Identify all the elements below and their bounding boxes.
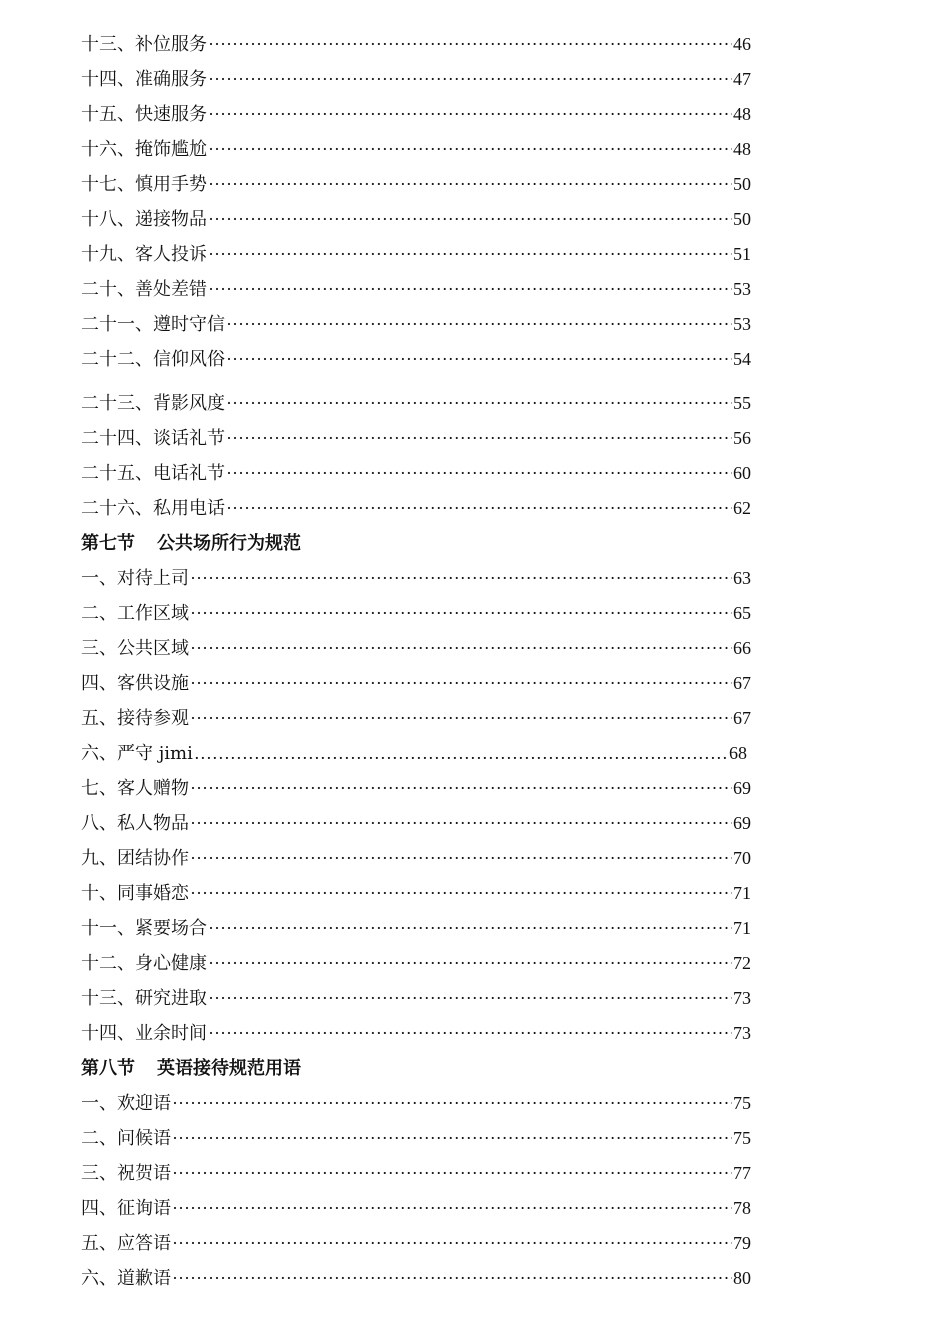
- toc-entry-title: 一、对待上司: [81, 568, 189, 589]
- toc-entry-title: 一、欢迎语: [81, 1093, 171, 1114]
- toc-entry[interactable]: [81, 386, 751, 421]
- toc-entry-title: 十三、补位服务: [81, 34, 207, 55]
- dot-leader: [190, 631, 732, 666]
- toc-group: [81, 27, 751, 377]
- section-heading-7[interactable]: [81, 526, 751, 561]
- toc-entry-title: 十四、业余时间: [81, 1023, 207, 1044]
- dot-leader: [172, 1261, 732, 1296]
- toc-entry-title: 二十六、私用电话: [81, 498, 225, 519]
- toc-entry[interactable]: [81, 596, 751, 631]
- dot-leader: [208, 946, 732, 981]
- toc-entry[interactable]: [81, 456, 751, 491]
- toc-entry-page: 54: [733, 349, 751, 369]
- toc-entry-title: 四、征询语: [81, 1198, 171, 1219]
- toc-entry-page: 53: [733, 279, 751, 299]
- section-heading-8[interactable]: [81, 1051, 751, 1086]
- toc-entry-title: 五、应答语: [81, 1233, 171, 1254]
- toc-entry-title: 二十一、遵时守信: [81, 314, 225, 335]
- section-title: 英语接待规范用语: [157, 1058, 301, 1079]
- toc-entry-title: 十一、紧要场合: [81, 918, 207, 939]
- toc-entry[interactable]: [81, 1121, 751, 1156]
- section-number: 第八节: [81, 1058, 135, 1079]
- toc-entry-page: 79: [733, 1233, 751, 1253]
- toc-entry-page: 55: [733, 393, 751, 413]
- dot-leader: [208, 237, 732, 272]
- toc-entry-page: 71: [733, 918, 751, 938]
- toc-entry-title: 三、公共区域: [81, 638, 189, 659]
- dot-leader: [172, 1086, 732, 1121]
- toc-entry-page: 72: [733, 953, 751, 973]
- toc-entry-title: 三、祝贺语: [81, 1163, 171, 1184]
- toc-entry-title: 二十四、谈话礼节: [81, 428, 225, 449]
- section-title: 公共场所行为规范: [157, 533, 301, 554]
- toc-entry-title: 九、团结协作: [81, 848, 189, 869]
- dot-leader: [172, 1191, 732, 1226]
- toc-entry-title: 十七、慎用手势: [81, 174, 207, 195]
- dot-leader: [190, 701, 732, 736]
- dot-leader: [208, 62, 732, 97]
- dot-leader: [208, 272, 732, 307]
- dot-leader: [190, 596, 732, 631]
- toc-entry[interactable]: [81, 167, 751, 202]
- toc-entry-title: 五、接待参观: [81, 708, 189, 729]
- ellipsis-leader: [194, 736, 728, 771]
- toc-entry[interactable]: [81, 237, 751, 272]
- toc-entry[interactable]: [81, 421, 751, 456]
- toc-entry[interactable]: [81, 946, 751, 981]
- toc-entry-title: 十四、准确服务: [81, 69, 207, 90]
- toc-entry-page: 67: [733, 708, 751, 728]
- toc-entry-page: 48: [733, 104, 751, 124]
- toc-entry[interactable]: [81, 911, 751, 946]
- toc-entry-title: 十三、研究进取: [81, 988, 207, 1009]
- toc-entry-page: 75: [733, 1128, 751, 1148]
- toc-entry-title: 十八、递接物品: [81, 209, 207, 230]
- toc-entry-page: 71: [733, 883, 751, 903]
- toc-entry[interactable]: [81, 806, 751, 841]
- toc-entry-page: 69: [733, 813, 751, 833]
- toc-entry[interactable]: [81, 1016, 751, 1051]
- toc-entry-page: 56: [733, 428, 751, 448]
- toc-entry-page: 50: [733, 209, 751, 229]
- toc-entry[interactable]: [81, 1226, 751, 1261]
- toc-entry-title: 二十五、电话礼节: [81, 463, 225, 484]
- toc-entry-title: 十二、身心健康: [81, 953, 207, 974]
- dot-leader: [226, 307, 732, 342]
- toc-entry-page: 48: [733, 139, 751, 159]
- toc-entry-title: 二、问候语: [81, 1128, 171, 1149]
- table-of-contents: [81, 27, 751, 1296]
- dot-leader: [226, 491, 732, 526]
- toc-entry-page: 46: [733, 34, 751, 54]
- toc-entry[interactable]: [81, 631, 751, 666]
- toc-entry[interactable]: [81, 736, 751, 771]
- toc-entry-page: 65: [733, 603, 751, 623]
- toc-group: [81, 1086, 751, 1296]
- toc-entry[interactable]: [81, 202, 751, 237]
- toc-entry-page: 47: [733, 69, 751, 89]
- toc-entry-title: 二、工作区域: [81, 603, 189, 624]
- dot-leader: [190, 771, 732, 806]
- toc-entry[interactable]: [81, 771, 751, 806]
- toc-entry[interactable]: [81, 272, 751, 307]
- dot-leader: [208, 27, 732, 62]
- toc-entry[interactable]: [81, 342, 751, 377]
- toc-entry[interactable]: [81, 1191, 751, 1226]
- dot-leader: [190, 841, 732, 876]
- toc-entry-page: 80: [733, 1268, 751, 1288]
- toc-entry-page: 50: [733, 174, 751, 194]
- dot-leader: [172, 1156, 732, 1191]
- toc-entry-page: 69: [733, 778, 751, 798]
- toc-group: [81, 386, 751, 526]
- toc-entry[interactable]: [81, 666, 751, 701]
- toc-entry-title: 十六、掩饰尴尬: [81, 139, 207, 160]
- toc-entry-page: 66: [733, 638, 751, 658]
- toc-entry-title: 二十三、背影风度: [81, 393, 225, 414]
- toc-entry-title: 二十、善处差错: [81, 279, 207, 300]
- toc-entry[interactable]: [81, 561, 751, 596]
- toc-entry-title: 七、客人赠物: [81, 778, 189, 799]
- toc-entry-page: 53: [733, 314, 751, 334]
- dot-leader: [226, 421, 732, 456]
- dot-leader: [208, 1016, 732, 1051]
- toc-entry-page: 75: [733, 1093, 751, 1113]
- dot-leader: [226, 456, 732, 491]
- toc-entry[interactable]: [81, 876, 751, 911]
- toc-entry[interactable]: [81, 62, 751, 97]
- toc-entry-title: 二十二、信仰风俗: [81, 349, 225, 370]
- section-number: 第七节: [81, 533, 135, 554]
- dot-leader: [208, 97, 732, 132]
- dot-leader: [226, 342, 732, 377]
- toc-entry-page: 68: [729, 743, 747, 763]
- dot-leader: [208, 202, 732, 237]
- dot-leader: [172, 1226, 732, 1261]
- dot-leader: [208, 981, 732, 1016]
- toc-entry[interactable]: [81, 1261, 751, 1296]
- toc-entry[interactable]: [81, 1086, 751, 1121]
- toc-entry-title: 六、道歉语: [81, 1268, 171, 1289]
- dot-leader: [208, 911, 732, 946]
- dot-leader: [190, 876, 732, 911]
- toc-entry-title: 六、严守 jimi: [81, 743, 193, 764]
- dot-leader: [226, 386, 732, 421]
- toc-entry-page: 70: [733, 848, 751, 868]
- toc-entry-title: 十五、快速服务: [81, 104, 207, 125]
- toc-entry[interactable]: [81, 981, 751, 1016]
- toc-entry-page: 51: [733, 244, 751, 264]
- toc-entry-page: 62: [733, 498, 751, 518]
- toc-entry-page: 77: [733, 1163, 751, 1183]
- toc-entry-page: 73: [733, 988, 751, 1008]
- toc-entry-title: 四、客供设施: [81, 673, 189, 694]
- toc-entry-page: 67: [733, 673, 751, 693]
- toc-entry[interactable]: [81, 307, 751, 342]
- toc-group: [81, 561, 751, 1051]
- toc-entry[interactable]: [81, 841, 751, 876]
- toc-entry[interactable]: [81, 132, 751, 167]
- toc-entry[interactable]: [81, 97, 751, 132]
- dot-leader: [190, 806, 732, 841]
- toc-entry-title: 十九、客人投诉: [81, 244, 207, 265]
- toc-entry[interactable]: [81, 1156, 751, 1191]
- dot-leader: [172, 1121, 732, 1156]
- toc-entry-page: 78: [733, 1198, 751, 1218]
- dot-leader: [190, 561, 732, 596]
- dot-leader: [190, 666, 732, 701]
- dot-leader: [208, 167, 732, 202]
- toc-entry-page: 60: [733, 463, 751, 483]
- toc-entry-page: 73: [733, 1023, 751, 1043]
- toc-entry-title: 八、私人物品: [81, 813, 189, 834]
- toc-entry[interactable]: [81, 491, 751, 526]
- dot-leader: [208, 132, 732, 167]
- toc-entry-title: 十、同事婚恋: [81, 883, 189, 904]
- toc-entry[interactable]: [81, 27, 751, 62]
- toc-entry[interactable]: [81, 701, 751, 736]
- toc-entry-page: 63: [733, 568, 751, 588]
